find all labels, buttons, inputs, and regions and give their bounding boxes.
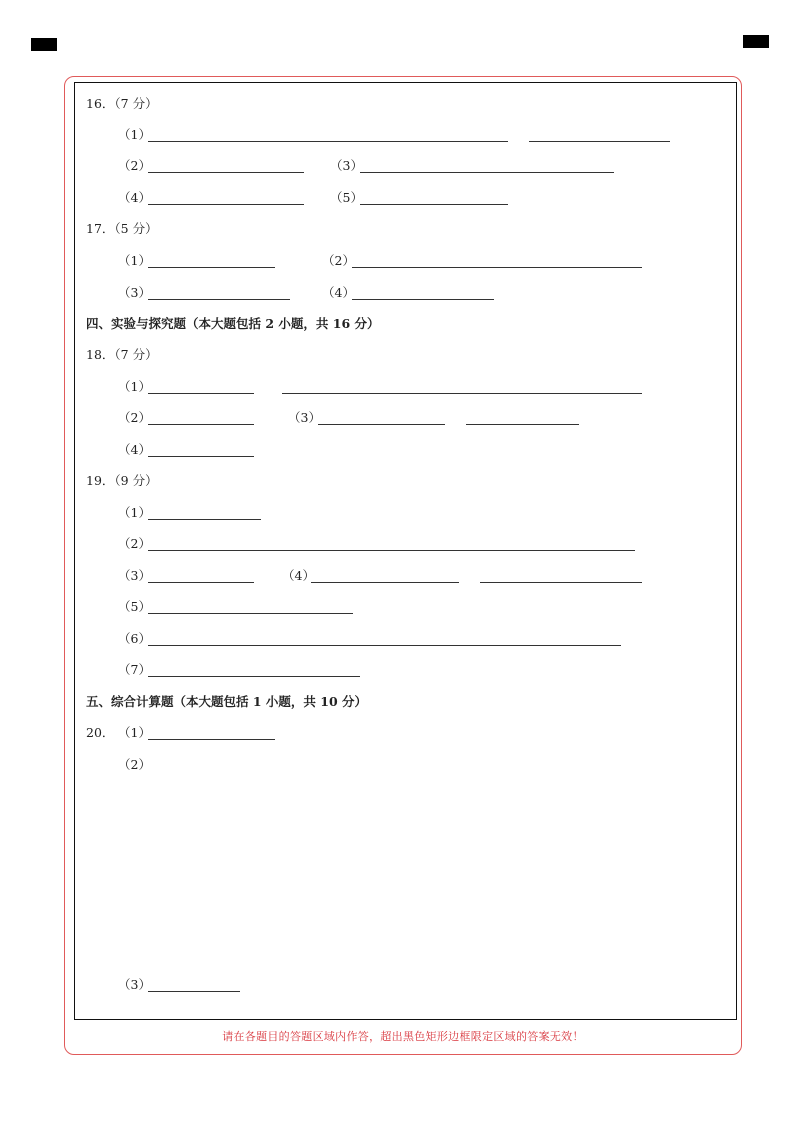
q19-part4-label: （4） <box>282 568 315 583</box>
q18-part3-blank-b[interactable] <box>466 424 579 425</box>
q19-part3-blank[interactable] <box>148 582 254 583</box>
q18-part3-blank-a[interactable] <box>318 424 445 425</box>
alignment-marker-left <box>31 38 57 51</box>
q20-part3-blank[interactable] <box>148 991 240 992</box>
section-5-heading: 五、综合计算题（本大题包括 1 小题，共 10 分） <box>86 694 368 709</box>
q17-title: 17．（5 分） <box>86 221 158 236</box>
q18-part3-label: （3） <box>288 410 321 425</box>
q16-part4-label: （4） <box>118 190 151 205</box>
q16-part1-blank-a[interactable] <box>148 141 508 142</box>
q16-part5-blank[interactable] <box>360 204 508 205</box>
q20-title: 20． <box>86 725 115 740</box>
q16-part3-label: （3） <box>330 158 363 173</box>
q18-part2-blank[interactable] <box>148 424 254 425</box>
q19-part1-blank[interactable] <box>148 519 261 520</box>
q17-part2-label: （2） <box>322 253 355 268</box>
q19-part6-blank[interactable] <box>148 645 621 646</box>
q18-part4-label: （4） <box>118 442 151 457</box>
q19-part2-blank[interactable] <box>148 550 635 551</box>
q19-part5-blank[interactable] <box>148 613 353 614</box>
q16-part5-label: （5） <box>330 190 363 205</box>
q20-part3-label: （3） <box>118 977 151 992</box>
alignment-marker-right <box>743 35 769 48</box>
q19-part7-label: （7） <box>118 662 151 677</box>
q17-part4-blank[interactable] <box>352 299 494 300</box>
q19-part4-blank-a[interactable] <box>311 582 459 583</box>
q17-part1-label: （1） <box>118 253 151 268</box>
q17-part1-blank[interactable] <box>148 267 275 268</box>
q19-part7-blank[interactable] <box>148 676 360 677</box>
q18-part4-blank[interactable] <box>148 456 254 457</box>
q17-part4-label: （4） <box>322 285 355 300</box>
q16-part3-blank[interactable] <box>360 172 614 173</box>
q16-part4-blank[interactable] <box>148 204 304 205</box>
q19-part1-label: （1） <box>118 505 151 520</box>
invalid-area-notice: 请在各题目的答题区域内作答，超出黑色矩形边框限定区域的答案无效！ <box>222 1030 584 1043</box>
q16-part2-label: （2） <box>118 158 151 173</box>
q16-part1-label: （1） <box>118 127 151 142</box>
q17-part3-blank[interactable] <box>148 299 290 300</box>
q18-part1-blank-b[interactable] <box>282 393 642 394</box>
q19-title: 19．（9 分） <box>86 473 158 488</box>
q18-part1-label: （1） <box>118 379 151 394</box>
q17-part2-blank[interactable] <box>352 267 642 268</box>
q18-title: 18．（7 分） <box>86 347 158 362</box>
q20-part1-blank[interactable] <box>148 739 275 740</box>
q19-part3-label: （3） <box>118 568 151 583</box>
q17-part3-label: （3） <box>118 285 151 300</box>
q18-part1-blank-a[interactable] <box>148 393 254 394</box>
q20-part2-answer-space[interactable] <box>148 775 728 965</box>
q16-title: 16．（7 分） <box>86 96 158 111</box>
section-4-heading: 四、实验与探究题（本大题包括 2 小题，共 16 分） <box>86 316 380 331</box>
q20-part2-label: （2） <box>118 757 151 772</box>
q20-part1-label: （1） <box>118 725 151 740</box>
q16-part1-blank-b[interactable] <box>529 141 670 142</box>
q19-part2-label: （2） <box>118 536 151 551</box>
q19-part4-blank-b[interactable] <box>480 582 642 583</box>
q19-part5-label: （5） <box>118 599 151 614</box>
q16-part2-blank[interactable] <box>148 172 304 173</box>
q18-part2-label: （2） <box>118 410 151 425</box>
q19-part6-label: （6） <box>118 631 151 646</box>
